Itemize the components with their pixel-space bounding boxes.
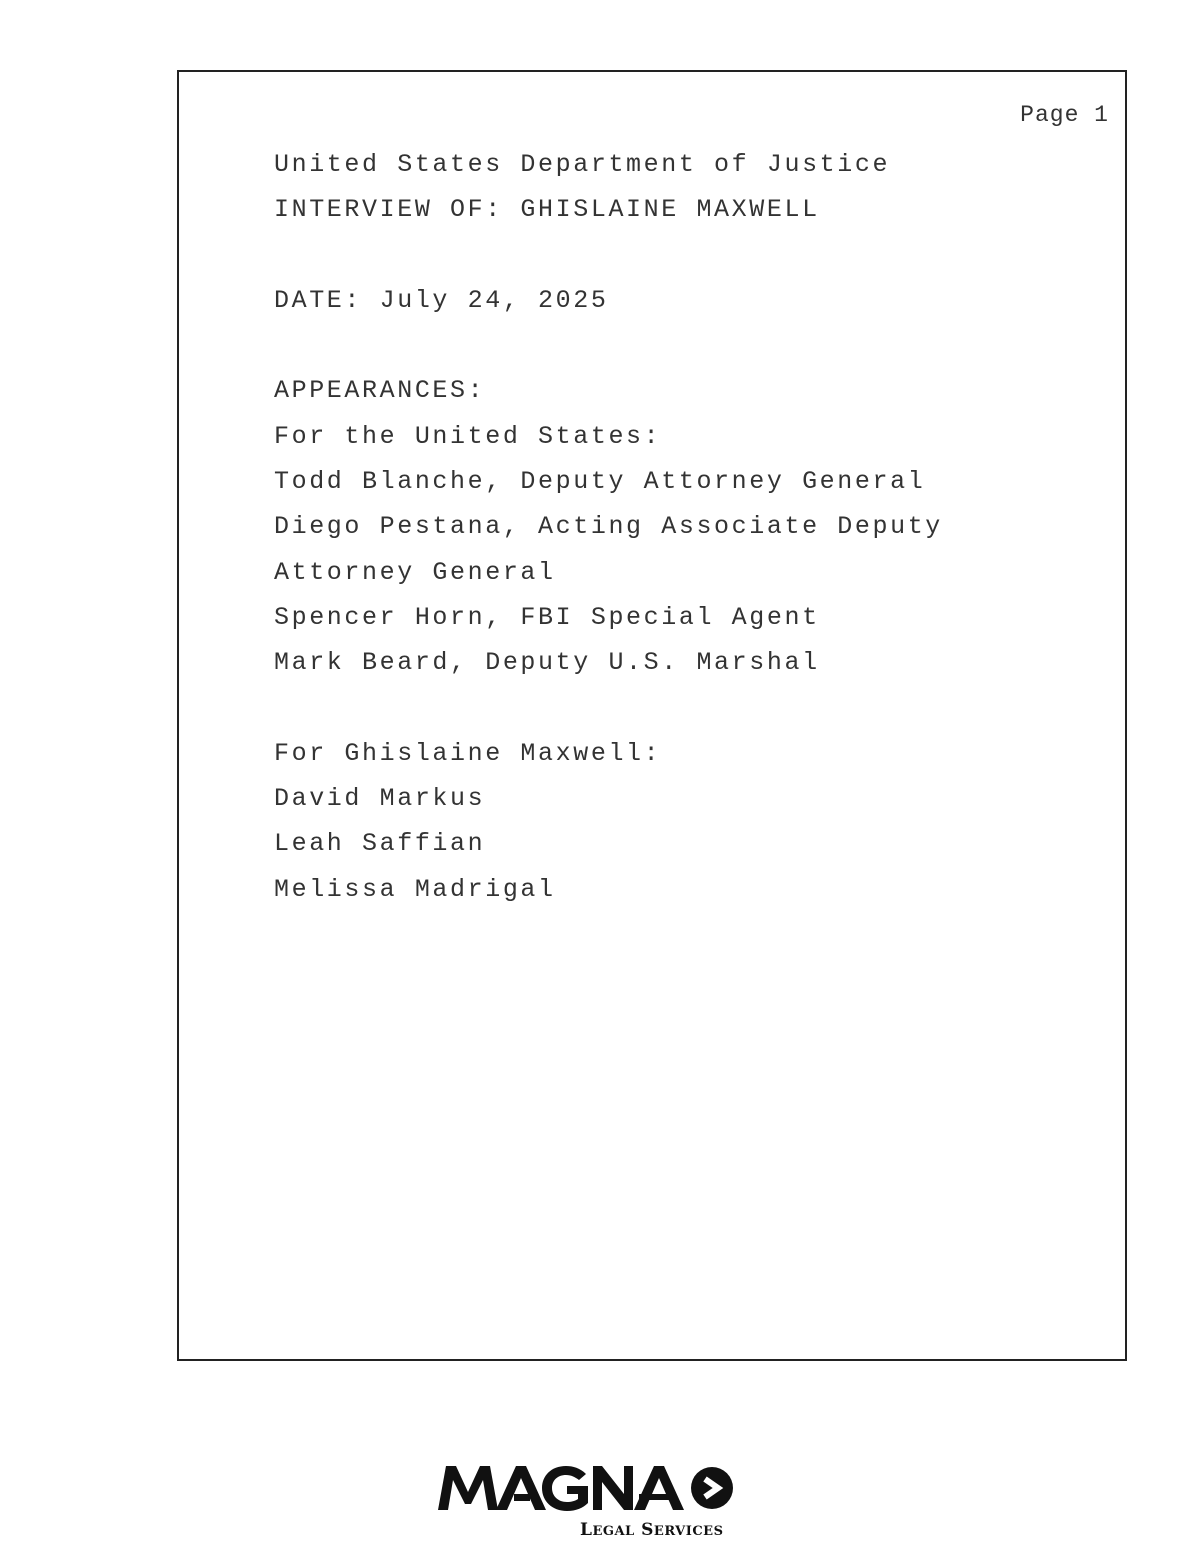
transcript-line: Mark Beard, Deputy U.S. Marshal <box>274 648 820 678</box>
blank-line <box>274 233 943 278</box>
chevron-right-circle-icon <box>691 1467 733 1509</box>
transcript-line: Melissa Madrigal <box>274 874 556 904</box>
transcript-line: APPEARANCES: <box>274 376 486 406</box>
transcript-line: Spencer Horn, FBI Special Agent <box>274 602 820 632</box>
transcript-line: Todd Blanche, Deputy Attorney General <box>274 467 926 497</box>
transcript-line: Diego Pestana, Acting Associate Deputy <box>274 512 943 542</box>
blank-line <box>274 686 943 731</box>
transcript-line: DATE: July 24, 2025 <box>274 285 609 315</box>
transcript-line: INTERVIEW OF: GHISLAINE MAXWELL <box>274 195 820 225</box>
transcript-line: United States Department of Justice <box>274 150 891 179</box>
transcript-page <box>177 70 1127 1361</box>
transcript-body <box>274 142 943 912</box>
page-number: Page 1 <box>1020 102 1109 128</box>
transcript-line: For the United States: <box>274 421 662 451</box>
transcript-line: For Ghislaine Maxwell: <box>274 738 662 768</box>
transcript-line: Attorney General <box>274 557 556 587</box>
magna-legal-services-logo <box>430 1458 770 1542</box>
transcript-line: Leah Saffian <box>274 829 486 859</box>
blank-line <box>274 323 943 368</box>
svg-text:LEGAL SERVICES: LEGAL SERVICES <box>580 1520 724 1540</box>
transcript-line: David Markus <box>274 784 486 814</box>
